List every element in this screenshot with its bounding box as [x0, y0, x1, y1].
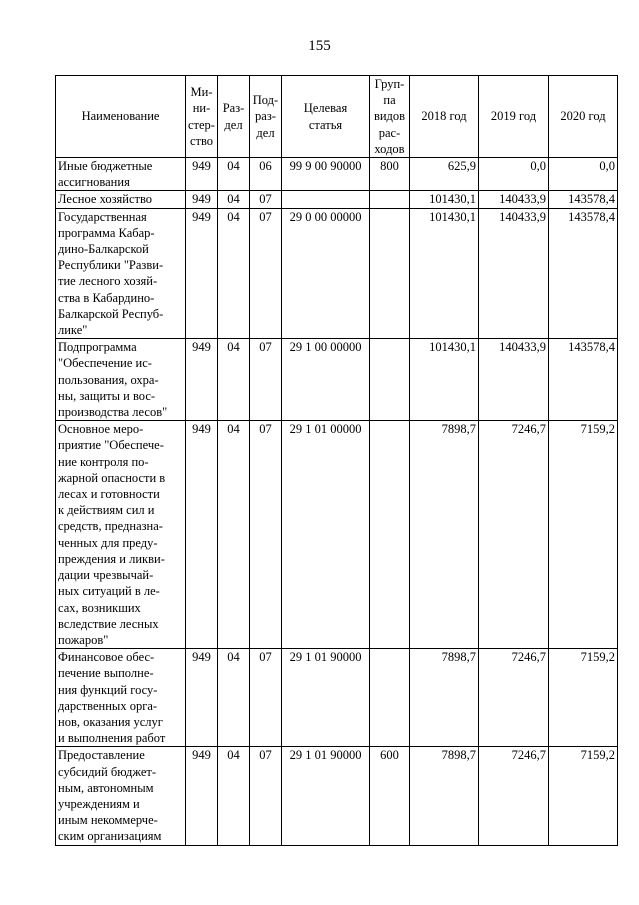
cell-ministry: 949 — [186, 191, 218, 208]
header-2019: 2019 год — [479, 76, 549, 158]
cell-name: Предоставление субсидий бюджет- ным, автономным учреждениям и иным некоммерче- ским организациям — [56, 747, 186, 845]
cell-subsection: 07 — [250, 339, 282, 421]
cell-subsection: 07 — [250, 421, 282, 649]
cell-group — [370, 208, 410, 339]
cell-2020: 7159,2 — [549, 421, 618, 649]
table-header-row — [56, 76, 618, 158]
cell-section: 04 — [218, 191, 250, 208]
header-subsection: Под- раз- дел — [250, 76, 282, 158]
cell-target — [282, 191, 370, 208]
cell-group — [370, 191, 410, 208]
cell-name: Подпрограмма "Обеспечение ис- пользования, охра- ны, защиты и вос- производства лесов" — [56, 339, 186, 421]
cell-ministry: 949 — [186, 649, 218, 747]
cell-subsection: 07 — [250, 208, 282, 339]
cell-subsection: 07 — [250, 649, 282, 747]
cell-2020: 7159,2 — [549, 747, 618, 845]
cell-2018: 7898,7 — [410, 421, 479, 649]
header-target: Целевая статья — [282, 76, 370, 158]
cell-subsection: 06 — [250, 158, 282, 191]
cell-2019: 7246,7 — [479, 421, 549, 649]
cell-target: 29 1 01 90000 — [282, 649, 370, 747]
cell-ministry: 949 — [186, 158, 218, 191]
cell-ministry: 949 — [186, 208, 218, 339]
table-row — [56, 191, 618, 208]
cell-2019: 140433,9 — [479, 339, 549, 421]
cell-target: 29 1 00 00000 — [282, 339, 370, 421]
cell-2020: 143578,4 — [549, 191, 618, 208]
header-group: Груп- па видов рас- ходов — [370, 76, 410, 158]
cell-2018: 7898,7 — [410, 747, 479, 845]
cell-name: Государственная программа Кабар- дино-Балкарской Республики "Разви- тие лесного хозяй- ства в Кабардино- Балкарской Респуб- лике" — [56, 208, 186, 339]
cell-2020: 0,0 — [549, 158, 618, 191]
cell-group: 800 — [370, 158, 410, 191]
cell-group: 600 — [370, 747, 410, 845]
cell-2020: 143578,4 — [549, 339, 618, 421]
table-row — [56, 208, 618, 339]
cell-group — [370, 421, 410, 649]
cell-2018: 101430,1 — [410, 339, 479, 421]
header-ministry: Ми- ни- стер- ство — [186, 76, 218, 158]
header-section: Раз- дел — [218, 76, 250, 158]
table-row — [56, 649, 618, 747]
header-2020: 2020 год — [549, 76, 618, 158]
cell-target: 99 9 00 90000 — [282, 158, 370, 191]
cell-group — [370, 339, 410, 421]
cell-target: 29 1 01 00000 — [282, 421, 370, 649]
header-name: Наименование — [56, 76, 186, 158]
cell-section: 04 — [218, 208, 250, 339]
page-number: 155 — [308, 38, 331, 54]
cell-ministry: 949 — [186, 421, 218, 649]
table-row — [56, 158, 618, 191]
cell-subsection: 07 — [250, 747, 282, 845]
cell-section: 04 — [218, 747, 250, 845]
cell-2019: 0,0 — [479, 158, 549, 191]
cell-subsection: 07 — [250, 191, 282, 208]
cell-target: 29 1 01 90000 — [282, 747, 370, 845]
cell-ministry: 949 — [186, 339, 218, 421]
cell-ministry: 949 — [186, 747, 218, 845]
cell-2019: 7246,7 — [479, 747, 549, 845]
table-row — [56, 339, 618, 421]
cell-name: Основное меро- приятие "Обеспече- ние контроля по- жарной опасности в лесах и готовности к действиям сил и средств, предназна- ченных для преду- преждения и ликви- дации чрезвычай- ных ситуаций в ле- сах, возникших вследствие лесных пожаров" — [56, 421, 186, 649]
cell-name: Финансовое обес- печение выполне- ния функций госу- дарственных орга- нов, оказания услуг и выполнения работ — [56, 649, 186, 747]
cell-2018: 625,9 — [410, 158, 479, 191]
cell-section: 04 — [218, 158, 250, 191]
cell-2019: 140433,9 — [479, 208, 549, 339]
header-2018: 2018 год — [410, 76, 479, 158]
cell-target: 29 0 00 00000 — [282, 208, 370, 339]
table-row — [56, 747, 618, 845]
cell-2018: 101430,1 — [410, 191, 479, 208]
cell-2018: 7898,7 — [410, 649, 479, 747]
cell-2018: 101430,1 — [410, 208, 479, 339]
budget-table — [55, 75, 618, 846]
cell-group — [370, 649, 410, 747]
cell-2020: 143578,4 — [549, 208, 618, 339]
cell-name: Лесное хозяйство — [56, 191, 186, 208]
table-row — [56, 421, 618, 649]
cell-name: Иные бюджетные ассигнования — [56, 158, 186, 191]
cell-2020: 7159,2 — [549, 649, 618, 747]
cell-section: 04 — [218, 339, 250, 421]
cell-2019: 140433,9 — [479, 191, 549, 208]
cell-section: 04 — [218, 649, 250, 747]
cell-2019: 7246,7 — [479, 649, 549, 747]
cell-section: 04 — [218, 421, 250, 649]
